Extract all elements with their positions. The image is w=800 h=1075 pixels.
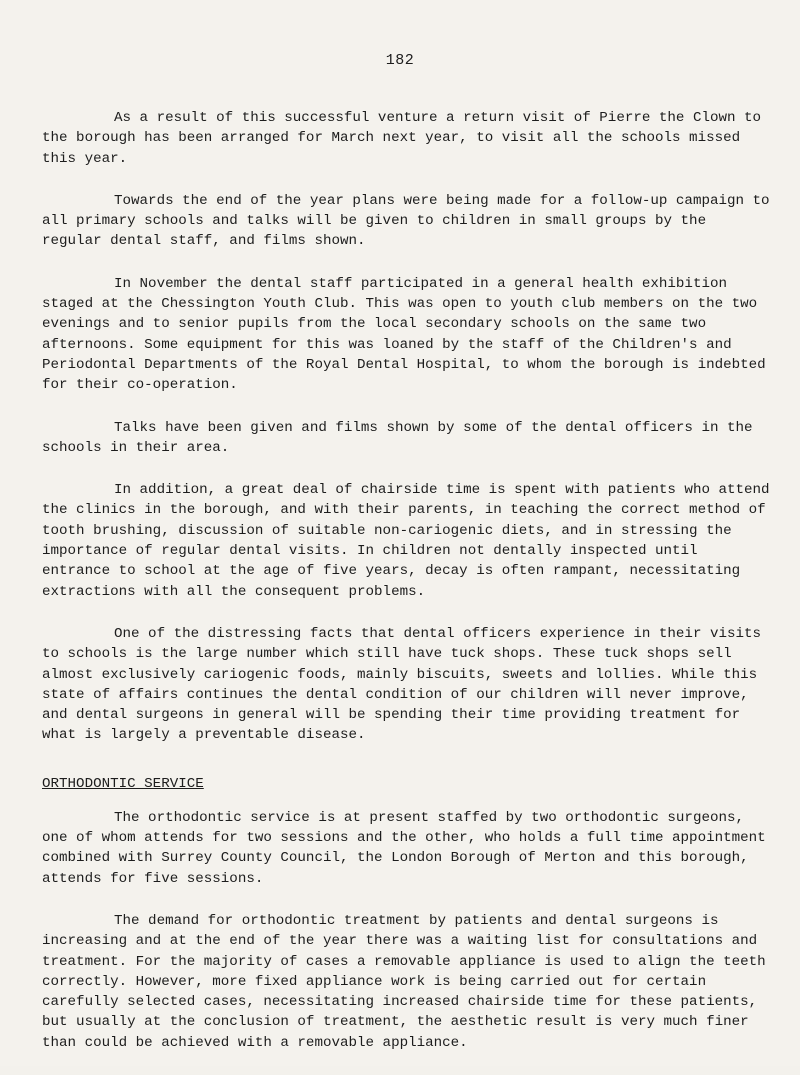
paragraph-health-exhibition: In November the dental staff participated in a general health exhibition staged at the Chessington Youth Club. This was open to youth club members on the two evenings and to senior pupils from the local secondary schools on the same two afternoons. Some equipment for this was loaned by the staff of the Children's and Periodontal Departments of the Royal Dental Hospital, to whom the borough is indebted for their co-operation. [42, 275, 766, 394]
paragraph-pierre-return: As a result of this successful venture a return visit of Pierre the Clown to the borough has been arranged for March next year, to visit all the schools missed this year. [42, 110, 762, 167]
paragraph-tuck-shops: One of the distressing facts that dental officers experience in their visits to schools is the large number which still have tuck shops. These tuck shops sell almost exclusively cariogenic foods, mainly biscuits, sweets and lollies. While this state of affairs continues the dental condition of our children will never improve, and dental surgeons in general will be spending their time providing treatment for what is largely a preventable disease. [42, 625, 762, 744]
paragraph-follow-up-campaign: Towards the end of the year plans were being made for a follow-up campaign to all primary schools and talks will be given to children in small groups by the regular dental staff, and films shown. [42, 192, 770, 250]
paragraph-chairside-time: In addition, a great deal of chairside time is spent with patients who attend the clinics in the borough, and with their parents, in teaching the correct method of tooth brushing, discussion of suitable non-cariogenic diets, and in stressing the importance of regular dental visits. In children not dentally inspected until entrance to school at the age of five years, decay is often rampant, necessitating extractions with all the consequent problems. [42, 482, 770, 600]
page-number: 182 [385, 52, 415, 69]
paragraph-orthodontic-staffing: The orthodontic service is at present staffed by two orthodontic surgeons, one of whom attends for two sessions and the other, who holds a full time appointment combined with Surrey County Council, the London Borough of Merton and this borough, attends for five sessions. [42, 809, 766, 887]
document-body [42, 108, 772, 1075]
paragraph-orthodontic-demand: The demand for orthodontic treatment by patients and dental surgeons is increasing and at the end of the year there was a waiting list for consultations and treatment. For the majority of cases a removable appliance is used to align the teeth correctly. However, more fixed appliance work is being carried out for certain carefully selected cases, necessitating increased chairside time for these patients, but usually at the conclusion of treatment, the aesthetic result is very much finer than could be achieved with a removable appliance. [42, 912, 766, 1051]
section-heading-orthodontic: ORTHODONTIC SERVICE [42, 775, 204, 792]
paragraph-talks-films: Talks have been given and films shown by some of the dental officers in the schools in their area. [42, 419, 753, 456]
